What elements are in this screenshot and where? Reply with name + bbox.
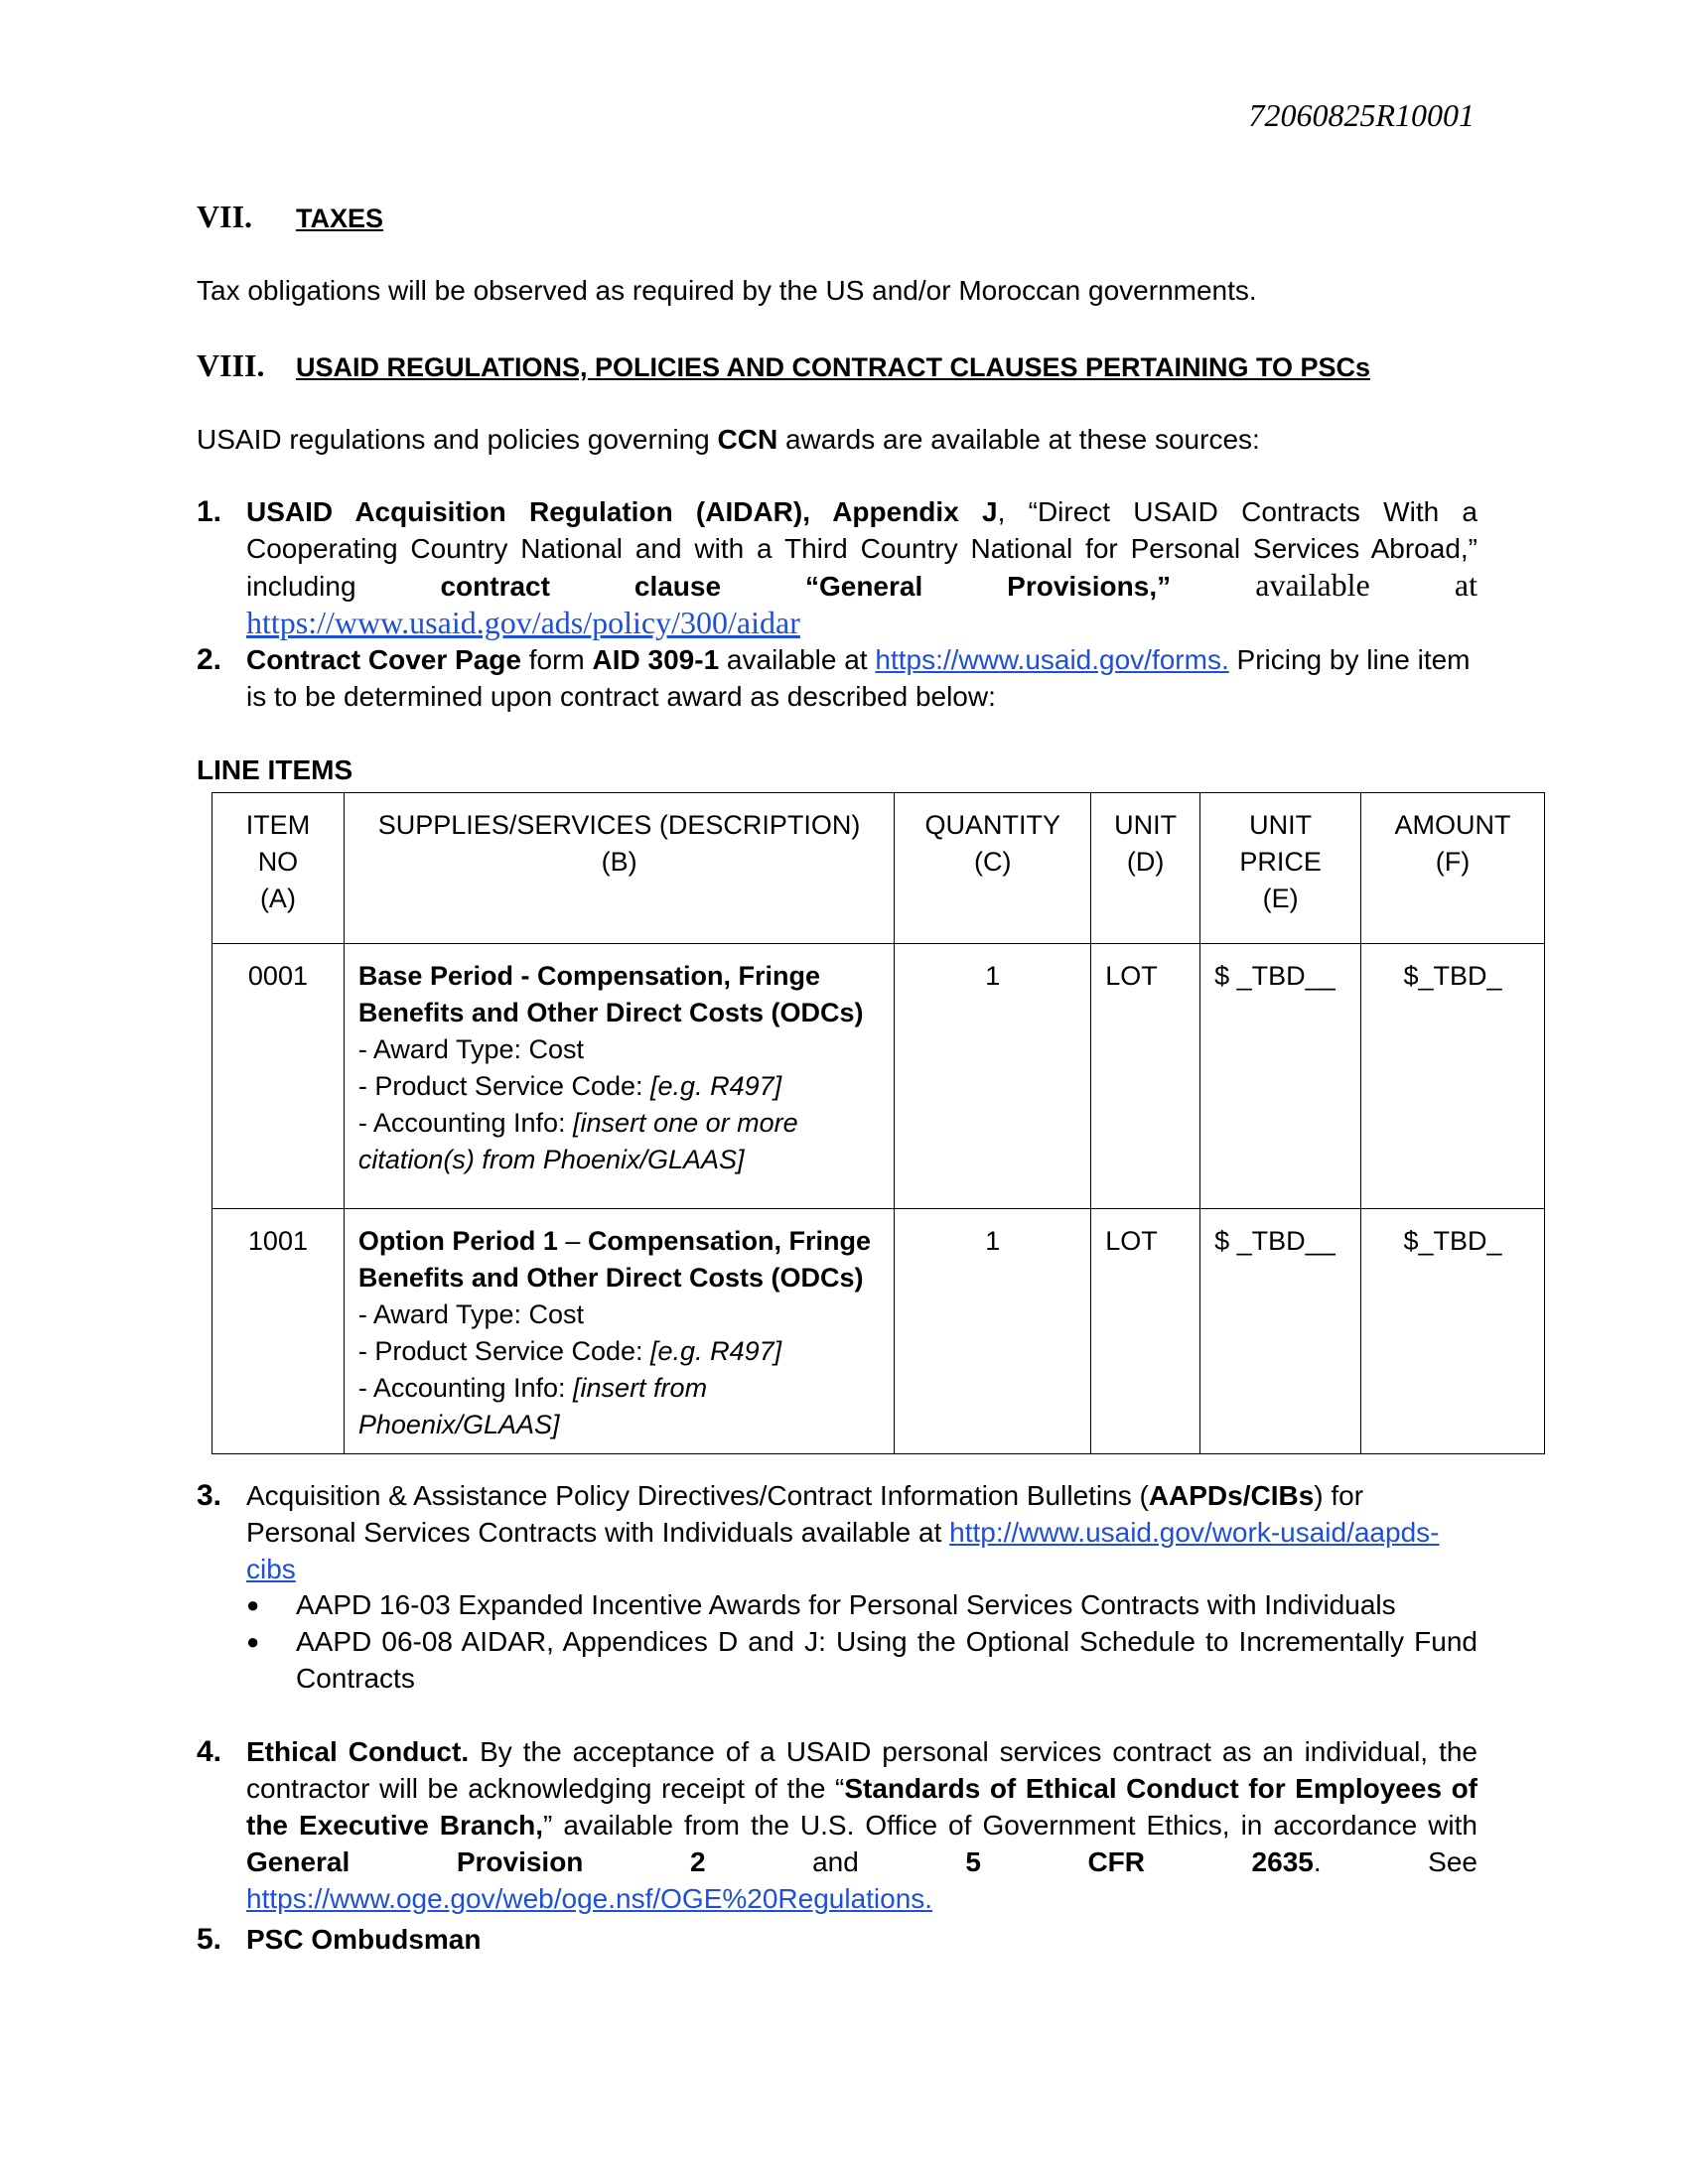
section-title: USAID REGULATIONS, POLICIES AND CONTRACT CLAUSES PERTAINING TO PSCs — [296, 352, 1371, 382]
table-row — [212, 944, 1545, 1209]
column-header-quantity: QUANTITY (C) — [895, 793, 1091, 944]
list-item-aapds: 3. Acquisition & Assistance Policy Directives/Contract Information Bulletins (AAPDs/CIBs) for Personal Services Contracts with Individuals available at http://www.usaid.gov/work-usaid/aapds-cibs — [197, 1479, 1440, 1584]
unit-cell: LOT — [1091, 944, 1200, 1209]
psc-ombudsman-heading: PSC Ombudsman — [246, 1924, 482, 1955]
description-cell: Option Period 1 – Compensation, Fringe Benefits and Other Direct Costs (ODCs) - Award Type: Cost - Product Service Code: [e.g. R497] - Accounting Info: [insert from Phoenix/GLAAS] — [344, 1209, 894, 1454]
list-number: 5. — [197, 1923, 222, 1956]
aapd-bullet-list — [246, 1586, 1477, 1697]
section-number: VIII. — [197, 347, 265, 383]
column-header-description: SUPPLIES/SERVICES (DESCRIPTION) (B) — [344, 793, 894, 944]
section-regulations-heading — [197, 347, 1370, 386]
regulations-intro: USAID regulations and policies governing CCN awards are available at these sources: — [197, 424, 1260, 455]
line-items-caption: LINE ITEMS — [197, 754, 353, 785]
list-item: ● AAPD 16-03 Expanded Incentive Awards for Personal Services Contracts with Individuals — [246, 1586, 1477, 1623]
unit-cell: LOT — [1091, 1209, 1200, 1454]
bullet-icon: ● — [246, 1629, 260, 1654]
aapds-cibs-link[interactable]: http://www.usaid.gov/work-usaid/aapds-cibs — [246, 1517, 1440, 1584]
table-row — [212, 1209, 1545, 1454]
forms-link[interactable]: https://www.usaid.gov/forms. — [875, 644, 1229, 675]
quantity-cell: 1 — [895, 944, 1091, 1209]
list-number: 1. — [197, 495, 222, 528]
description-cell: Base Period - Compensation, Fringe Benefits and Other Direct Costs (ODCs) - Award Type: Cost - Product Service Code: [e.g. R497] - Accounting Info: [insert one or more citation(s) from Phoenix/GLAAS] — [344, 944, 894, 1209]
column-header-item-no: ITEM NO (A) — [212, 793, 345, 944]
amount-cell: $_TBD_ — [1361, 1209, 1545, 1454]
bullet-icon: ● — [246, 1592, 260, 1617]
unit-price-cell: $ _TBD__ — [1200, 944, 1361, 1209]
oge-regulations-link[interactable]: https://www.oge.gov/web/oge.nsf/OGE%20Regulations. — [246, 1883, 933, 1914]
table-header-row — [212, 793, 1545, 944]
column-header-amount: AMOUNT (F) — [1361, 793, 1545, 944]
amount-cell: $_TBD_ — [1361, 944, 1545, 1209]
aidar-link[interactable]: https://www.usaid.gov/ads/policy/300/aidar — [246, 605, 800, 640]
list-number: 2. — [197, 643, 222, 676]
list-item-psc-ombudsman — [197, 1921, 1477, 1958]
document-reference-number: 72060825R10001 — [1248, 97, 1475, 133]
taxes-paragraph: Tax obligations will be observed as required by the US and/or Moroccan governments. — [197, 275, 1257, 306]
line-items-table — [211, 792, 1545, 1454]
section-taxes-heading — [197, 199, 383, 237]
list-item-cover-page: 2. Contract Cover Page form AID 309-1 available at https://www.usaid.gov/forms. Pricing by line item is to be determined upon contract award as described below: — [197, 643, 1471, 712]
quantity-cell: 1 — [895, 1209, 1091, 1454]
list-item: ● AAPD 06-08 AIDAR, Appendices D and J: Using the Optional Schedule to Incrementally Fund Contracts — [246, 1623, 1477, 1697]
list-number: 3. — [197, 1479, 222, 1512]
column-header-unit-price: UNIT PRICE (E) — [1200, 793, 1361, 944]
list-item-ethical-conduct: 4. Ethical Conduct. By the acceptance of a USAID personal services contract as an individual, the contractor will be acknowledging receipt of the “Standards of Ethical Conduct for Employees of the Executive Branch,” available from the U.S. Office of Government Ethics, in accordance with General Provision 2 and 5 CFR 2635. See https://www.oge.gov/web/oge.nsf/OGE%20Regulations. — [197, 1735, 1478, 1914]
list-number: 4. — [197, 1735, 222, 1768]
section-title: TAXES — [296, 204, 384, 233]
section-number: VII. — [197, 199, 253, 234]
item-no-cell: 0001 — [212, 944, 345, 1209]
list-item-aidar: 1. USAID Acquisition Regulation (AIDAR), Appendix J, “Direct USAID Contracts With a Cooperating Country National and with a Third Country National for Personal Services Abroad,” including contract clause “General Provisions,” available at https://www.usaid.gov/ads/policy/300/aidar — [197, 495, 1478, 640]
unit-price-cell: $ _TBD__ — [1200, 1209, 1361, 1454]
column-header-unit: UNIT (D) — [1091, 793, 1200, 944]
item-no-cell: 1001 — [212, 1209, 345, 1454]
